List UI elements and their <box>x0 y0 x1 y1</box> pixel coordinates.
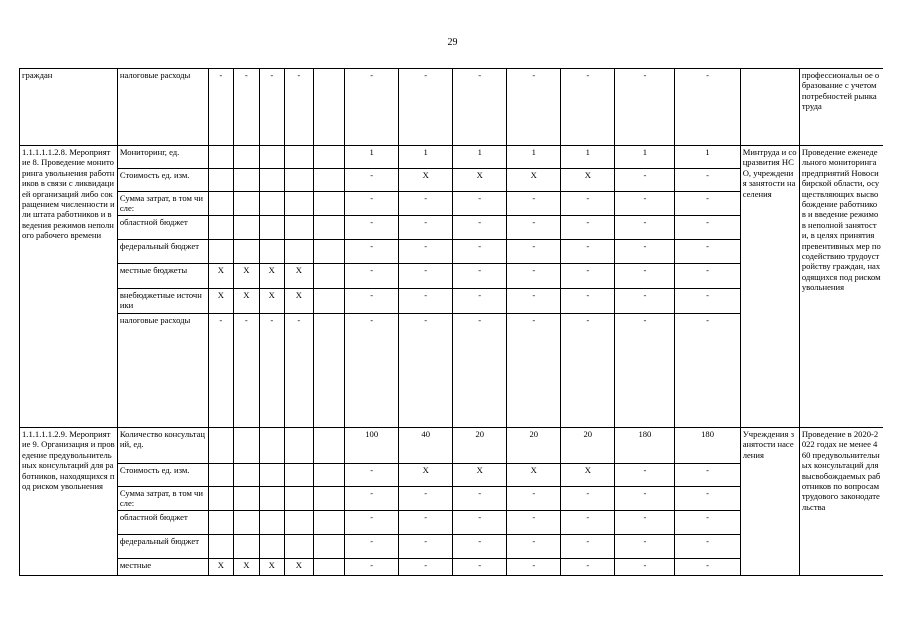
value-cell: - <box>507 69 561 146</box>
value-cell <box>285 169 314 192</box>
value-cell: - <box>561 314 615 428</box>
value-cell: - <box>561 535 615 559</box>
event-name-cell: 1.1.1.1.1.2.9. Мероприятие 9. Организация и проведение предувольнительных консультаций для работников, находящихся под риском увольнения <box>20 428 118 576</box>
value-cell: - <box>345 464 399 487</box>
value-cell <box>259 169 284 192</box>
value-cell: X <box>259 559 284 576</box>
value-cell: X <box>507 169 561 192</box>
value-cell <box>285 240 314 264</box>
value-cell <box>313 169 345 192</box>
value-cell <box>313 428 345 464</box>
indicator-label-cell: Сумма затрат, в том числе: <box>117 192 208 216</box>
value-cell: 1 <box>453 146 507 169</box>
value-cell <box>259 464 284 487</box>
responsible-cell: Минтруда и соцразвития НСО, учреждения занятости населения <box>740 146 799 428</box>
indicator-label-cell: областной бюджет <box>117 216 208 240</box>
value-cell <box>208 487 233 511</box>
value-cell: - <box>675 169 740 192</box>
value-cell: X <box>208 264 233 289</box>
value-cell <box>285 216 314 240</box>
value-cell: - <box>507 192 561 216</box>
indicator-label-cell: местные <box>117 559 208 576</box>
value-cell <box>313 240 345 264</box>
table-row <box>20 69 884 146</box>
value-cell: - <box>675 192 740 216</box>
value-cell <box>208 240 233 264</box>
value-cell: - <box>345 487 399 511</box>
value-cell: - <box>399 535 453 559</box>
value-cell: - <box>453 314 507 428</box>
value-cell <box>313 146 345 169</box>
event-name-cell: граждан <box>20 69 118 146</box>
value-cell <box>208 192 233 216</box>
value-cell: - <box>615 535 675 559</box>
value-cell: - <box>453 535 507 559</box>
value-cell: - <box>561 559 615 576</box>
value-cell: X <box>234 264 259 289</box>
indicator-label-cell: Стоимость ед. изм. <box>117 169 208 192</box>
indicator-label-cell: федеральный бюджет <box>117 240 208 264</box>
value-cell: - <box>507 240 561 264</box>
value-cell: - <box>399 487 453 511</box>
value-cell: - <box>561 69 615 146</box>
value-cell <box>285 511 314 535</box>
value-cell: - <box>345 264 399 289</box>
value-cell: - <box>507 487 561 511</box>
value-cell <box>234 216 259 240</box>
value-cell: - <box>453 69 507 146</box>
value-cell: - <box>675 216 740 240</box>
page-number: 29 <box>447 37 458 48</box>
value-cell: - <box>259 69 284 146</box>
value-cell <box>259 487 284 511</box>
value-cell: - <box>615 487 675 511</box>
value-cell: - <box>615 559 675 576</box>
value-cell <box>208 464 233 487</box>
value-cell <box>259 428 284 464</box>
value-cell: - <box>561 289 615 314</box>
value-cell <box>234 511 259 535</box>
value-cell <box>285 487 314 511</box>
value-cell: - <box>285 69 314 146</box>
responsible-cell <box>740 69 799 146</box>
value-cell <box>234 192 259 216</box>
value-cell: - <box>234 69 259 146</box>
value-cell: - <box>507 511 561 535</box>
value-cell <box>313 264 345 289</box>
value-cell: - <box>453 240 507 264</box>
value-cell: X <box>399 169 453 192</box>
value-cell <box>234 464 259 487</box>
value-cell: - <box>453 289 507 314</box>
value-cell <box>313 289 345 314</box>
program-table <box>19 68 883 576</box>
table-row <box>20 428 884 464</box>
indicator-label-cell: федеральный бюджет <box>117 535 208 559</box>
value-cell: - <box>675 487 740 511</box>
value-cell: 1 <box>345 146 399 169</box>
value-cell: - <box>345 192 399 216</box>
value-cell: - <box>345 289 399 314</box>
value-cell: - <box>399 240 453 264</box>
value-cell <box>208 216 233 240</box>
value-cell: - <box>453 559 507 576</box>
value-cell: - <box>453 264 507 289</box>
value-cell: - <box>561 487 615 511</box>
expected-result-cell: Проведение еженедельного мониторинга предприятий Новосибирской области, осуществляющих высвобождение работников и введение режимов неполной занятости, в целях принятия превентивных мер по содействию трудоустройству граждан, находящихся под риском увольнения <box>799 146 883 428</box>
value-cell: X <box>561 169 615 192</box>
value-cell <box>285 192 314 216</box>
value-cell: 1 <box>561 146 615 169</box>
value-cell: X <box>285 289 314 314</box>
value-cell <box>259 146 284 169</box>
value-cell: - <box>561 216 615 240</box>
value-cell: - <box>345 535 399 559</box>
indicator-label-cell: местные бюджеты <box>117 264 208 289</box>
value-cell: - <box>285 314 314 428</box>
value-cell: - <box>345 511 399 535</box>
value-cell: - <box>507 314 561 428</box>
expected-result-cell: Проведение в 2020-2022 годах не менее 460 предувольнительных консультаций для высвобождаемых работников по вопросам трудового законодательства <box>799 428 883 576</box>
value-cell: - <box>399 289 453 314</box>
value-cell: 20 <box>561 428 615 464</box>
value-cell: X <box>507 464 561 487</box>
indicator-label-cell: областной бюджет <box>117 511 208 535</box>
value-cell <box>234 535 259 559</box>
value-cell: X <box>259 264 284 289</box>
value-cell: - <box>399 314 453 428</box>
expected-result-cell: профессиональн ое образование с учетом потребностей рынка труда <box>799 69 883 146</box>
value-cell <box>285 464 314 487</box>
value-cell: - <box>345 314 399 428</box>
value-cell: - <box>675 240 740 264</box>
value-cell: X <box>259 289 284 314</box>
value-cell: X <box>234 559 259 576</box>
value-cell: X <box>208 289 233 314</box>
value-cell: - <box>399 511 453 535</box>
value-cell: - <box>675 314 740 428</box>
value-cell: - <box>561 192 615 216</box>
value-cell <box>259 240 284 264</box>
value-cell: - <box>561 511 615 535</box>
value-cell: - <box>615 169 675 192</box>
value-cell: - <box>675 535 740 559</box>
value-cell <box>234 240 259 264</box>
value-cell <box>313 464 345 487</box>
value-cell <box>285 535 314 559</box>
value-cell: - <box>615 289 675 314</box>
value-cell: X <box>208 559 233 576</box>
value-cell: - <box>208 314 233 428</box>
value-cell: - <box>675 264 740 289</box>
value-cell: - <box>615 264 675 289</box>
value-cell: - <box>675 559 740 576</box>
value-cell: - <box>399 216 453 240</box>
value-cell <box>313 192 345 216</box>
value-cell: X <box>285 264 314 289</box>
value-cell <box>285 428 314 464</box>
value-cell: 1 <box>507 146 561 169</box>
value-cell: - <box>615 69 675 146</box>
value-cell: - <box>399 69 453 146</box>
value-cell <box>313 487 345 511</box>
value-cell: - <box>615 192 675 216</box>
value-cell: - <box>675 69 740 146</box>
value-cell <box>234 146 259 169</box>
value-cell <box>313 216 345 240</box>
value-cell: - <box>453 487 507 511</box>
value-cell: - <box>345 69 399 146</box>
value-cell: 100 <box>345 428 399 464</box>
indicator-label-cell: Стоимость ед. изм. <box>117 464 208 487</box>
table-row <box>20 146 884 169</box>
indicator-label-cell: Количество консультаций, ед. <box>117 428 208 464</box>
value-cell: 40 <box>399 428 453 464</box>
value-cell <box>313 511 345 535</box>
value-cell: - <box>399 264 453 289</box>
value-cell: X <box>285 559 314 576</box>
value-cell <box>285 146 314 169</box>
value-cell: - <box>675 289 740 314</box>
value-cell: - <box>561 240 615 264</box>
value-cell: - <box>615 240 675 264</box>
value-cell: - <box>561 264 615 289</box>
value-cell: 1 <box>615 146 675 169</box>
value-cell: - <box>615 511 675 535</box>
value-cell: 1 <box>399 146 453 169</box>
indicator-label-cell: Мониторинг, ед. <box>117 146 208 169</box>
value-cell: 180 <box>675 428 740 464</box>
value-cell <box>313 559 345 576</box>
value-cell <box>208 511 233 535</box>
value-cell: 20 <box>453 428 507 464</box>
value-cell <box>208 146 233 169</box>
value-cell: X <box>234 289 259 314</box>
value-cell <box>208 535 233 559</box>
value-cell: - <box>615 314 675 428</box>
value-cell: X <box>453 464 507 487</box>
value-cell: - <box>399 559 453 576</box>
value-cell: X <box>399 464 453 487</box>
value-cell <box>259 511 284 535</box>
indicator-label-cell: Сумма затрат, в том числе: <box>117 487 208 511</box>
value-cell: - <box>675 511 740 535</box>
value-cell: - <box>615 216 675 240</box>
value-cell: - <box>507 216 561 240</box>
value-cell: - <box>453 216 507 240</box>
value-cell: - <box>453 192 507 216</box>
value-cell: X <box>453 169 507 192</box>
value-cell: - <box>399 192 453 216</box>
value-cell <box>234 428 259 464</box>
value-cell: - <box>615 464 675 487</box>
value-cell: - <box>208 69 233 146</box>
value-cell <box>234 487 259 511</box>
event-name-cell: 1.1.1.1.1.2.8. Мероприятие 8. Проведение мониторинга увольнения работников в связи с ликвидацией организаций либо сокращением численности или штата работников и введения режимов неполного рабочего времени <box>20 146 118 428</box>
value-cell: - <box>507 535 561 559</box>
indicator-label-cell: внебюджетные источники <box>117 289 208 314</box>
value-cell: 20 <box>507 428 561 464</box>
value-cell: X <box>561 464 615 487</box>
value-cell <box>313 314 345 428</box>
indicator-label-cell: налоговые расходы <box>117 314 208 428</box>
value-cell <box>259 216 284 240</box>
value-cell: - <box>507 559 561 576</box>
value-cell: - <box>345 559 399 576</box>
value-cell: - <box>345 169 399 192</box>
value-cell: - <box>507 264 561 289</box>
value-cell <box>259 192 284 216</box>
value-cell: - <box>259 314 284 428</box>
value-cell <box>313 535 345 559</box>
value-cell: - <box>345 216 399 240</box>
value-cell: 180 <box>615 428 675 464</box>
value-cell <box>259 535 284 559</box>
value-cell <box>208 169 233 192</box>
value-cell <box>234 169 259 192</box>
value-cell: - <box>345 240 399 264</box>
value-cell: - <box>507 289 561 314</box>
value-cell: - <box>675 464 740 487</box>
value-cell: - <box>453 511 507 535</box>
responsible-cell: Учреждения занятости населения <box>740 428 799 576</box>
value-cell <box>313 69 345 146</box>
value-cell <box>208 428 233 464</box>
value-cell: - <box>234 314 259 428</box>
indicator-label-cell: налоговые расходы <box>117 69 208 146</box>
value-cell: 1 <box>675 146 740 169</box>
